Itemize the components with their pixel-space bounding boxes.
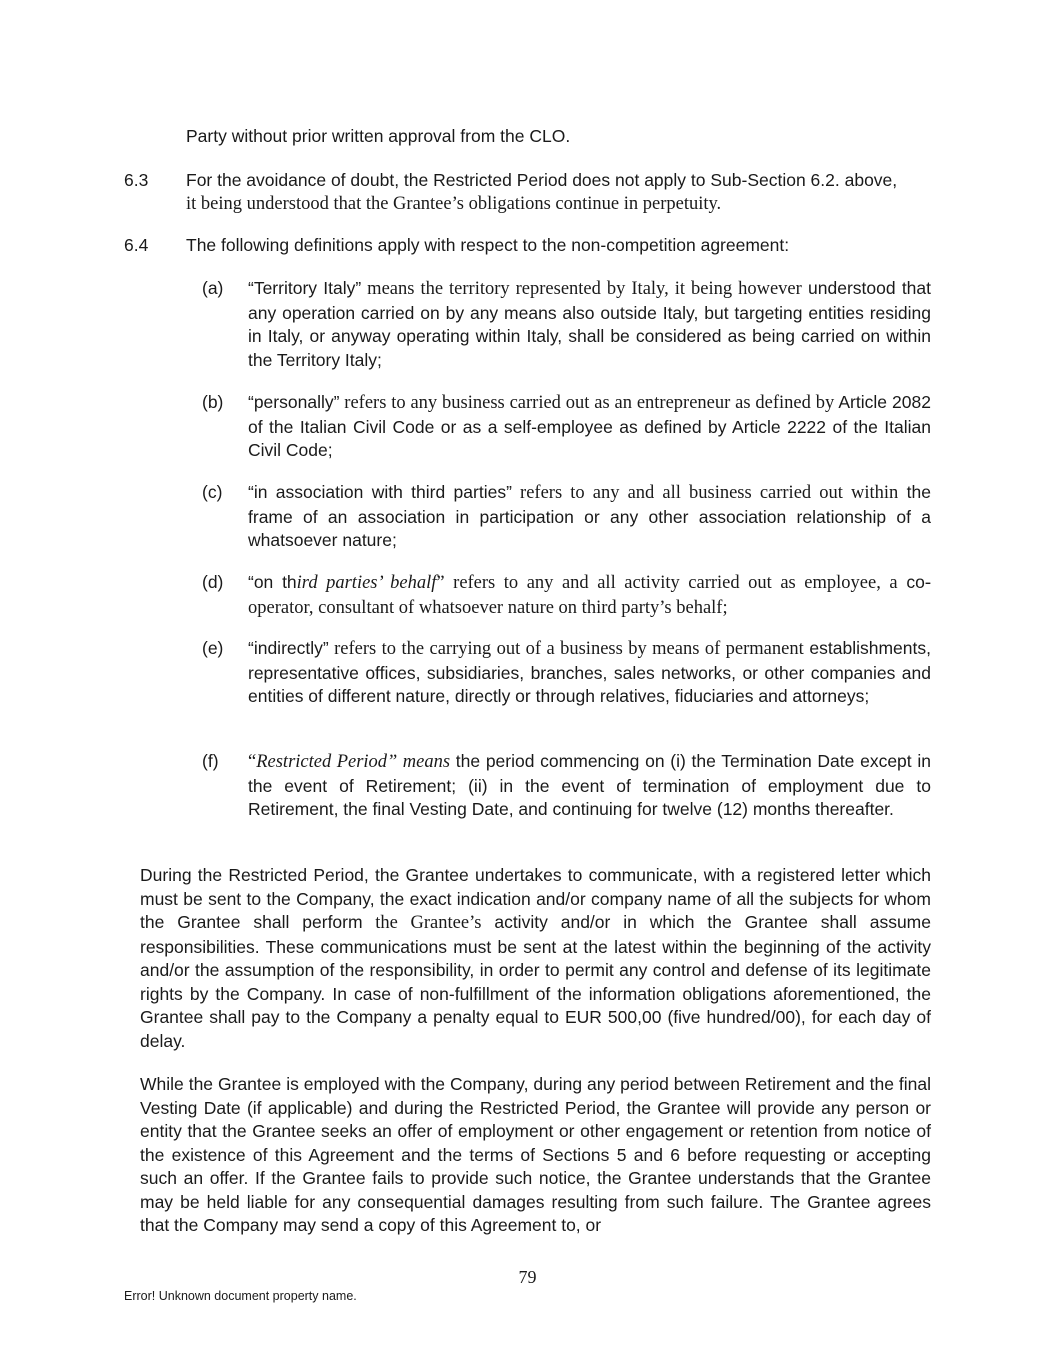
definition-label-e: (e) — [202, 638, 224, 658]
notice-paragraph: While the Grantee is employed with the Company, during any period between Retirement and the final Vesting Date (if applicable) and during the Restricted Period, the Grantee will provide any person or entity that the Grantee seeks an offer of employment or other engagement or retention from notice of the existence of this Agreement and the terms of Sections 5 and 6 before requesting or accepting such an offer. If the Grantee fails to provide such notice, the Grantee understands that the Grantee may be held liable for any consequential damages resulting from such failure. The Grantee agrees that the Company may send a copy of this Agreement to, or — [140, 1074, 931, 1235]
definition-b-term: “personally” — [248, 392, 340, 412]
definition-d-italic: ird parties’ behalf — [296, 573, 437, 593]
definition-d-rest: -operator, consultant of whatsoever nature on third party’s behalf; — [248, 573, 932, 618]
definition-d-text — [248, 571, 931, 620]
definition-a-rest: understood that any operation carried on by any means also outside Italy, but targeting entities residing in Italy, or anyway operating within Italy, shall be considered as being carried on within the Territory Italy; — [248, 278, 932, 370]
definition-a-serif: means the territory represented by Italy, it being however — [361, 279, 802, 299]
paragraph-1-part-a: During the Restricted Period, the Grantee undertakes to communicate, with a registered letter which must be sent to the Company, the exact indication and/or company name of all the subjects for whom the Grantee shall perform — [140, 865, 931, 932]
definition-label-c: (c) — [202, 482, 223, 502]
definition-label-f: (f) — [202, 751, 219, 771]
definition-b-rest: Article 2082 of the Italian Civil Code or as a self-employee as defined by Article 2222 of the Italian Civil Code; — [248, 392, 931, 460]
definition-f-italic: Restricted Period” means — [256, 752, 451, 772]
definition-f-text — [248, 750, 931, 822]
definition-f-term: “ — [248, 752, 257, 772]
section-6-3-line-1: For the avoidance of doubt, the Restricted Period does not apply to Sub-Section 6.2. above, — [186, 170, 898, 190]
paragraph-1-part-b: activity and/or in which the Grantee shall assume responsibilities. These communications must be sent at the latest within the beginning of the activity and/or the assumption of the responsibility, in order to permit any control and defense of its legitimate rights by the Company. In case of non-fulfillment of the information obligations aforementioned, the Grantee shall pay to the Company a penalty equal to EUR 500,00 (five hundred/00), for each day of delay. — [140, 912, 931, 1051]
section-6-3-line-2: it being understood that the Grantee’s obligations continue in perpetuity. — [186, 193, 722, 214]
page-number: 79 — [518, 1267, 537, 1287]
definition-a-text — [248, 277, 931, 372]
definition-c-serif: refers to any and all business carried out within — [511, 483, 899, 503]
definition-e-serif: refers to the carrying out of a business by means of permanent — [328, 639, 804, 659]
definition-f-rest: the period commencing on (i) the Termination Date except in the event of Retirement; (ii) in the event of termination of employment due to Retirement, the final Vesting Date, and continuing for twelve (12) months thereafter. — [248, 751, 931, 819]
section-6-4-text: The following definitions apply with respect to the non-competition agreement: — [186, 235, 790, 255]
definition-label-d: (d) — [202, 572, 224, 592]
paragraph-1-serif: the Grantee’s — [362, 913, 482, 933]
definition-label-b: (b) — [202, 392, 224, 412]
section-number-6-3: 6.3 — [124, 170, 149, 190]
definition-e-rest: establishments, representative offices, subsidiaries, branches, sales networks, or other companies and entities of different nature, directly or through relatives, fiduciaries and attorneys; — [248, 638, 931, 706]
section-6-3-text — [186, 169, 932, 216]
definition-e-term: “indirectly” — [248, 638, 329, 658]
definition-label-a: (a) — [202, 278, 224, 298]
section-number-6-4: 6.4 — [124, 235, 149, 255]
restricted-period-paragraph — [140, 864, 931, 1053]
definition-e-text — [248, 637, 931, 709]
definition-c-term: “in association with third parties” — [248, 482, 512, 502]
definition-b-text — [248, 391, 931, 463]
definition-c-rest: the frame of an association in participation or any other association relationship of a whatsoever nature; — [248, 482, 931, 550]
definition-d-term: “on th — [248, 572, 297, 592]
definition-d-serif: ” refers to any and all activity carried out as employee, a — [436, 573, 898, 593]
footer-error-note: Error! Unknown document property name. — [124, 1289, 357, 1303]
definition-d-co: co — [897, 572, 925, 592]
continuation-text: Party without prior written approval from the CLO. — [186, 126, 571, 146]
definition-c-text — [248, 481, 931, 553]
definition-b-serif: refers to any business carried out as an entrepreneur as defined by — [339, 393, 835, 413]
definition-a-term: “Territory Italy” — [248, 278, 362, 298]
